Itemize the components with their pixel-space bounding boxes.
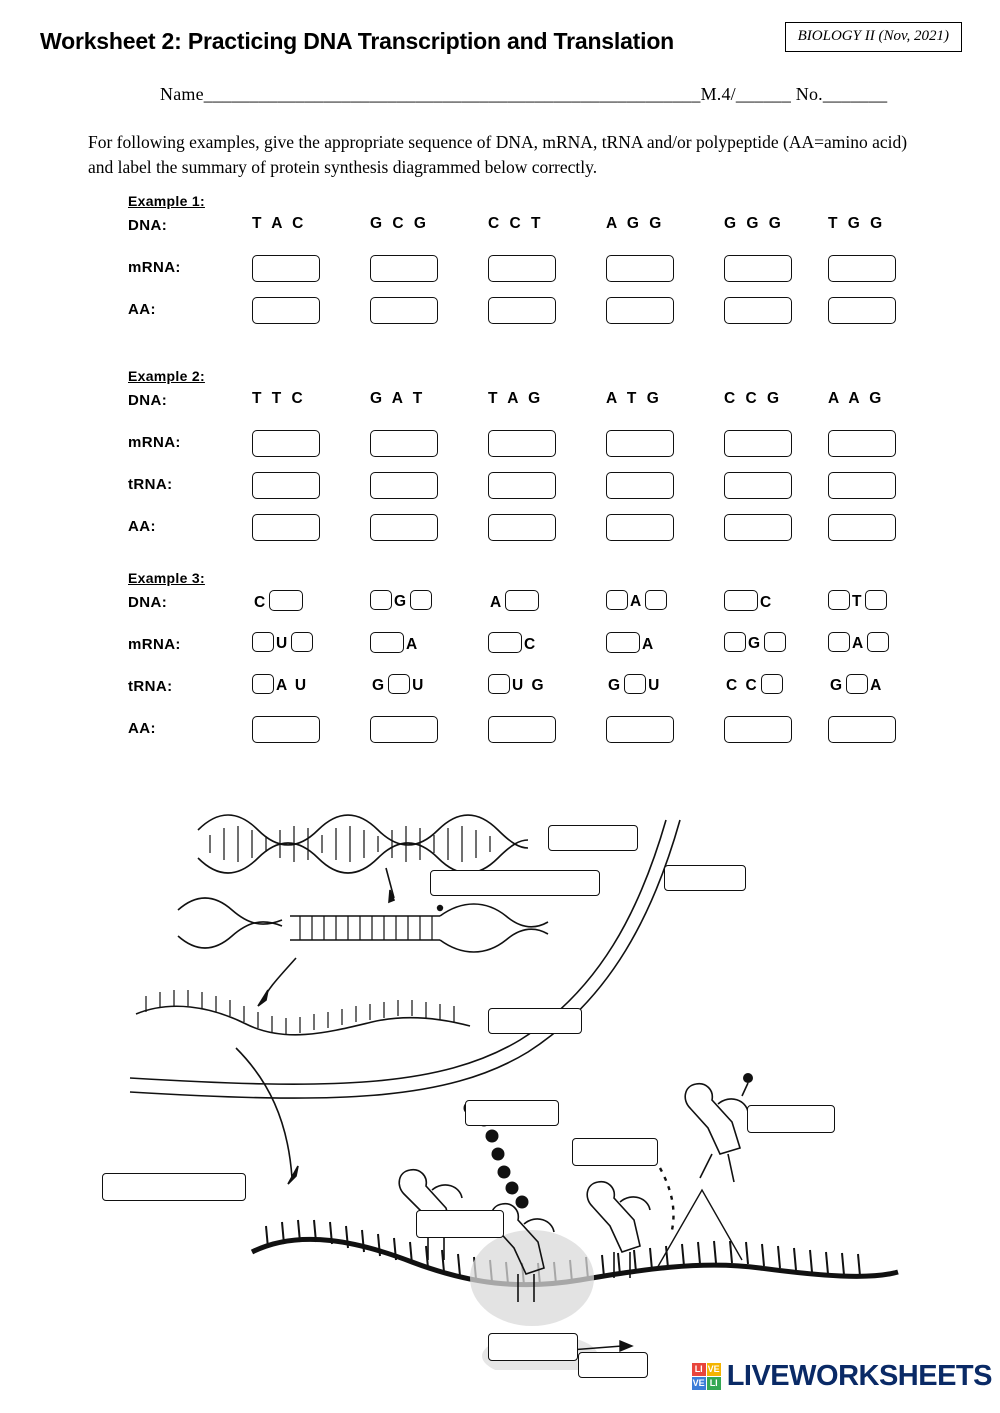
page-title bbox=[40, 28, 674, 55]
base-letter: G bbox=[608, 677, 623, 694]
codon-cell bbox=[488, 430, 598, 462]
liveworksheets-mark-icon: LI VE VE LI bbox=[692, 1363, 720, 1388]
codon-cell bbox=[488, 215, 598, 233]
sequence-row bbox=[128, 295, 948, 337]
base-letter: A bbox=[870, 677, 884, 694]
answer-input[interactable] bbox=[370, 716, 438, 743]
codon-cell bbox=[606, 514, 716, 546]
base-letter: C C bbox=[726, 677, 759, 694]
example-block-1 bbox=[128, 193, 948, 337]
base-letter: U bbox=[276, 635, 290, 652]
codon-text: G A T bbox=[370, 390, 426, 407]
codon-text: T A C bbox=[252, 215, 307, 232]
codon-cell bbox=[606, 255, 716, 287]
codon-text: G C G bbox=[370, 215, 429, 232]
codon-cell bbox=[252, 297, 362, 329]
answer-input[interactable] bbox=[252, 430, 320, 457]
codon-cell bbox=[252, 716, 362, 748]
answer-input[interactable] bbox=[370, 590, 392, 610]
answer-input[interactable] bbox=[606, 472, 674, 499]
arrow-to-mrna bbox=[258, 958, 296, 1006]
codon-cell bbox=[370, 215, 480, 233]
answer-input[interactable] bbox=[828, 716, 896, 743]
liveworksheets-logo bbox=[692, 1360, 992, 1393]
codon-cell bbox=[724, 632, 834, 653]
codon-cell bbox=[370, 255, 480, 287]
codon-cell bbox=[370, 472, 480, 504]
codon-text: A G G bbox=[606, 215, 665, 232]
ribosome-shape bbox=[470, 1230, 594, 1326]
answer-input[interactable] bbox=[606, 255, 674, 282]
polypeptide-dotted-link bbox=[660, 1168, 674, 1230]
label-box-anticodon[interactable] bbox=[578, 1352, 648, 1378]
codon-mixed bbox=[252, 594, 303, 611]
answer-input[interactable] bbox=[828, 472, 896, 499]
codon-mixed bbox=[828, 593, 887, 610]
codon-cell bbox=[488, 590, 598, 612]
codon-cell bbox=[252, 632, 362, 653]
answer-input[interactable] bbox=[828, 590, 850, 610]
answer-input[interactable] bbox=[252, 255, 320, 282]
codon-text: C C T bbox=[488, 215, 544, 232]
codon-cell bbox=[252, 215, 362, 233]
codon-cell bbox=[370, 390, 480, 408]
codon-mixed bbox=[828, 677, 885, 694]
codon-cell bbox=[370, 632, 480, 654]
codon-cell bbox=[488, 716, 598, 748]
codon-mixed bbox=[488, 594, 539, 611]
answer-input[interactable] bbox=[370, 430, 438, 457]
answer-input[interactable] bbox=[828, 514, 896, 541]
codon-cell bbox=[828, 390, 938, 408]
codon-cell bbox=[370, 590, 480, 611]
answer-input[interactable] bbox=[252, 674, 274, 694]
answer-input[interactable] bbox=[606, 590, 628, 610]
sequence-row bbox=[128, 211, 948, 253]
label-box-nucleus[interactable] bbox=[664, 865, 746, 891]
codon-mixed bbox=[252, 677, 310, 694]
mrna-strand-icon bbox=[136, 990, 470, 1035]
answer-input[interactable] bbox=[846, 674, 868, 694]
answer-input[interactable] bbox=[724, 255, 792, 282]
codon-cell bbox=[606, 297, 716, 329]
answer-input[interactable] bbox=[252, 472, 320, 499]
answer-input[interactable] bbox=[252, 632, 274, 652]
sequence-row bbox=[128, 512, 948, 554]
row-label: AA: bbox=[128, 518, 156, 535]
row-label: DNA: bbox=[128, 594, 168, 611]
answer-input[interactable] bbox=[488, 674, 510, 694]
codon-cell bbox=[488, 390, 598, 408]
sequence-row bbox=[128, 588, 948, 630]
codon-cell bbox=[724, 255, 834, 287]
answer-input[interactable] bbox=[370, 255, 438, 282]
example-block-3 bbox=[128, 570, 948, 756]
codon-cell bbox=[252, 590, 362, 612]
sequence-row bbox=[128, 672, 948, 714]
codon-cell bbox=[606, 674, 716, 695]
row-label: tRNA: bbox=[128, 678, 173, 695]
row-label: tRNA: bbox=[128, 476, 173, 493]
codon-cell bbox=[724, 590, 834, 612]
codon-cell bbox=[488, 514, 598, 546]
base-letter: G bbox=[394, 593, 409, 610]
label-box-mrna[interactable] bbox=[488, 1008, 582, 1034]
answer-input[interactable] bbox=[388, 674, 410, 694]
codon-cell bbox=[252, 390, 362, 408]
codon-mixed bbox=[828, 635, 889, 652]
codon-cell bbox=[370, 297, 480, 329]
codon-mixed bbox=[370, 636, 421, 653]
answer-input[interactable] bbox=[370, 472, 438, 499]
answer-input[interactable] bbox=[488, 255, 556, 282]
arrow-to-ribosome bbox=[236, 1048, 298, 1184]
answer-input[interactable] bbox=[488, 472, 556, 499]
base-letter: G bbox=[748, 635, 763, 652]
answer-input[interactable] bbox=[724, 632, 746, 652]
page-title-main: Practicing DNA Transcription and Translation bbox=[187, 28, 675, 54]
sequence-row bbox=[128, 428, 948, 470]
codon-mixed bbox=[488, 677, 548, 694]
answer-input[interactable] bbox=[488, 514, 556, 541]
trna-icon-4 bbox=[685, 1073, 753, 1182]
row-label: mRNA: bbox=[128, 434, 181, 451]
codon-cell bbox=[488, 674, 598, 695]
dna-unwinding-icon bbox=[178, 898, 548, 952]
sequence-row bbox=[128, 714, 948, 756]
row-label: mRNA: bbox=[128, 259, 181, 276]
answer-input[interactable] bbox=[252, 716, 320, 743]
codon-text: T T C bbox=[252, 390, 306, 407]
codon-cell bbox=[828, 472, 938, 504]
base-letter: C bbox=[760, 594, 774, 611]
codon-mixed bbox=[724, 635, 786, 652]
row-label: DNA: bbox=[128, 217, 168, 234]
codon-cell bbox=[828, 716, 938, 748]
codon-text: A T G bbox=[606, 390, 662, 407]
answer-input[interactable] bbox=[645, 590, 667, 610]
base-letter: C bbox=[524, 636, 538, 653]
codon-cell bbox=[828, 514, 938, 546]
codon-mixed bbox=[724, 594, 775, 611]
answer-input[interactable] bbox=[370, 632, 404, 653]
answer-input[interactable] bbox=[761, 674, 783, 694]
answer-input[interactable] bbox=[828, 632, 850, 652]
codon-cell bbox=[724, 514, 834, 546]
label-box-codon[interactable] bbox=[488, 1333, 578, 1361]
label-box-trna-right[interactable] bbox=[465, 1100, 559, 1126]
answer-input[interactable] bbox=[867, 632, 889, 652]
answer-input[interactable] bbox=[724, 472, 792, 499]
arrow-helix-to-unwound bbox=[386, 868, 394, 902]
answer-input[interactable] bbox=[724, 514, 792, 541]
codon-text: T A G bbox=[488, 390, 544, 407]
sequence-row bbox=[128, 470, 948, 512]
base-letter: U bbox=[648, 677, 662, 694]
codon-cell bbox=[828, 590, 938, 611]
codon-cell bbox=[370, 716, 480, 748]
label-box-transcription[interactable] bbox=[430, 870, 600, 896]
codon-cell bbox=[252, 472, 362, 504]
codon-cell bbox=[724, 430, 834, 462]
example-label: Example 3: bbox=[128, 570, 205, 586]
answer-input[interactable] bbox=[724, 430, 792, 457]
answer-input[interactable] bbox=[724, 590, 758, 611]
row-label: AA: bbox=[128, 720, 156, 737]
answer-input[interactable] bbox=[252, 297, 320, 324]
base-letter: A bbox=[406, 636, 420, 653]
base-letter: A bbox=[852, 635, 866, 652]
liveworksheets-logo-text: LIVEWORKSHEETS bbox=[726, 1360, 992, 1392]
base-letter: A bbox=[642, 636, 656, 653]
answer-input[interactable] bbox=[370, 297, 438, 324]
codon-mixed bbox=[370, 677, 427, 694]
answer-input[interactable] bbox=[488, 632, 522, 653]
base-letter: G bbox=[372, 677, 387, 694]
answer-input[interactable] bbox=[606, 297, 674, 324]
codon-cell bbox=[724, 472, 834, 504]
answer-input[interactable] bbox=[606, 632, 640, 653]
base-letter: A bbox=[490, 594, 504, 611]
codon-cell bbox=[828, 215, 938, 233]
answer-input[interactable] bbox=[724, 716, 792, 743]
codon-cell bbox=[606, 472, 716, 504]
answer-input[interactable] bbox=[505, 590, 539, 611]
answer-input[interactable] bbox=[410, 590, 432, 610]
label-box-dna-top[interactable] bbox=[548, 825, 638, 851]
codon-mixed bbox=[606, 636, 657, 653]
codon-cell bbox=[724, 674, 834, 695]
sequence-row bbox=[128, 386, 948, 428]
base-letter: T bbox=[852, 593, 864, 610]
sequence-row bbox=[128, 630, 948, 672]
answer-input[interactable] bbox=[865, 590, 887, 610]
codon-cell bbox=[606, 632, 716, 654]
codon-text: T G G bbox=[828, 215, 886, 232]
answer-input[interactable] bbox=[488, 297, 556, 324]
codon-mixed bbox=[488, 636, 539, 653]
codon-text: A A G bbox=[828, 390, 885, 407]
label-box-ribosome[interactable] bbox=[416, 1210, 504, 1238]
answer-input[interactable] bbox=[488, 430, 556, 457]
answer-input[interactable] bbox=[488, 716, 556, 743]
answer-input[interactable] bbox=[606, 514, 674, 541]
codon-text: C C G bbox=[724, 390, 783, 407]
codon-cell bbox=[724, 716, 834, 748]
answer-input[interactable] bbox=[252, 514, 320, 541]
answer-input[interactable] bbox=[269, 590, 303, 611]
codon-cell bbox=[252, 674, 362, 695]
codon-cell bbox=[606, 430, 716, 462]
codon-cell bbox=[724, 390, 834, 408]
codon-cell bbox=[370, 674, 480, 695]
nuclear-membrane-icon bbox=[130, 820, 680, 1098]
base-letter: U bbox=[412, 677, 426, 694]
codon-mixed bbox=[724, 677, 783, 694]
codon-cell bbox=[252, 255, 362, 287]
codon-cell bbox=[828, 297, 938, 329]
row-label: AA: bbox=[128, 301, 156, 318]
answer-input[interactable] bbox=[370, 514, 438, 541]
base-letter: A U bbox=[276, 677, 309, 694]
codon-cell bbox=[488, 255, 598, 287]
answer-input[interactable] bbox=[606, 716, 674, 743]
page-title-prefix: Worksheet 2: bbox=[40, 28, 188, 54]
answer-input[interactable] bbox=[606, 430, 674, 457]
codon-cell bbox=[606, 590, 716, 611]
row-label: DNA: bbox=[128, 392, 168, 409]
codon-cell bbox=[724, 215, 834, 233]
name-line: Name______________________________________________________M.4/______ No._______ bbox=[160, 84, 888, 104]
codon-cell bbox=[488, 472, 598, 504]
codon-cell bbox=[370, 430, 480, 462]
label-box-polypeptide[interactable] bbox=[572, 1138, 658, 1166]
protein-synthesis-diagram bbox=[0, 790, 1000, 1370]
example-label: Example 2: bbox=[128, 368, 205, 384]
codon-text: G G G bbox=[724, 215, 784, 232]
course-badge: BIOLOGY II (Nov, 2021) bbox=[785, 22, 962, 52]
instructions-text: For following examples, give the appropriate sequence of DNA, mRNA, tRNA and/or polypeptide (AA=amino acid) and label the summary of protein synthesis diagrammed below correctly. bbox=[88, 132, 908, 178]
answer-input[interactable] bbox=[828, 297, 896, 324]
answer-input[interactable] bbox=[724, 297, 792, 324]
dna-double-helix-icon bbox=[198, 815, 528, 873]
base-letter: G bbox=[830, 677, 845, 694]
codon-mixed bbox=[606, 593, 667, 610]
codon-cell bbox=[606, 215, 716, 233]
codon-cell bbox=[488, 632, 598, 654]
codon-cell bbox=[724, 297, 834, 329]
codon-cell bbox=[606, 390, 716, 408]
answer-input[interactable] bbox=[764, 632, 786, 652]
codon-cell bbox=[370, 514, 480, 546]
answer-input[interactable] bbox=[828, 255, 896, 282]
label-box-aminoacid[interactable] bbox=[747, 1105, 835, 1133]
codon-mixed bbox=[606, 677, 663, 694]
sequence-row bbox=[128, 253, 948, 295]
codon-cell bbox=[828, 430, 938, 462]
label-box-translation[interactable] bbox=[102, 1173, 246, 1201]
base-letter: A bbox=[630, 593, 644, 610]
base-letter: C bbox=[254, 594, 268, 611]
codon-cell bbox=[252, 430, 362, 462]
row-label: mRNA: bbox=[128, 636, 181, 653]
codon-cell bbox=[606, 716, 716, 748]
codon-cell bbox=[828, 255, 938, 287]
answer-input[interactable] bbox=[624, 674, 646, 694]
codon-cell bbox=[252, 514, 362, 546]
codon-cell bbox=[828, 674, 938, 695]
codon-cell bbox=[828, 632, 938, 653]
codon-mixed bbox=[370, 593, 432, 610]
example-block-2 bbox=[128, 368, 948, 554]
codon-mixed bbox=[252, 635, 313, 652]
example-label: Example 1: bbox=[128, 193, 205, 209]
codon-cell bbox=[488, 297, 598, 329]
answer-input[interactable] bbox=[828, 430, 896, 457]
base-letter: U G bbox=[512, 677, 546, 694]
answer-input[interactable] bbox=[291, 632, 313, 652]
